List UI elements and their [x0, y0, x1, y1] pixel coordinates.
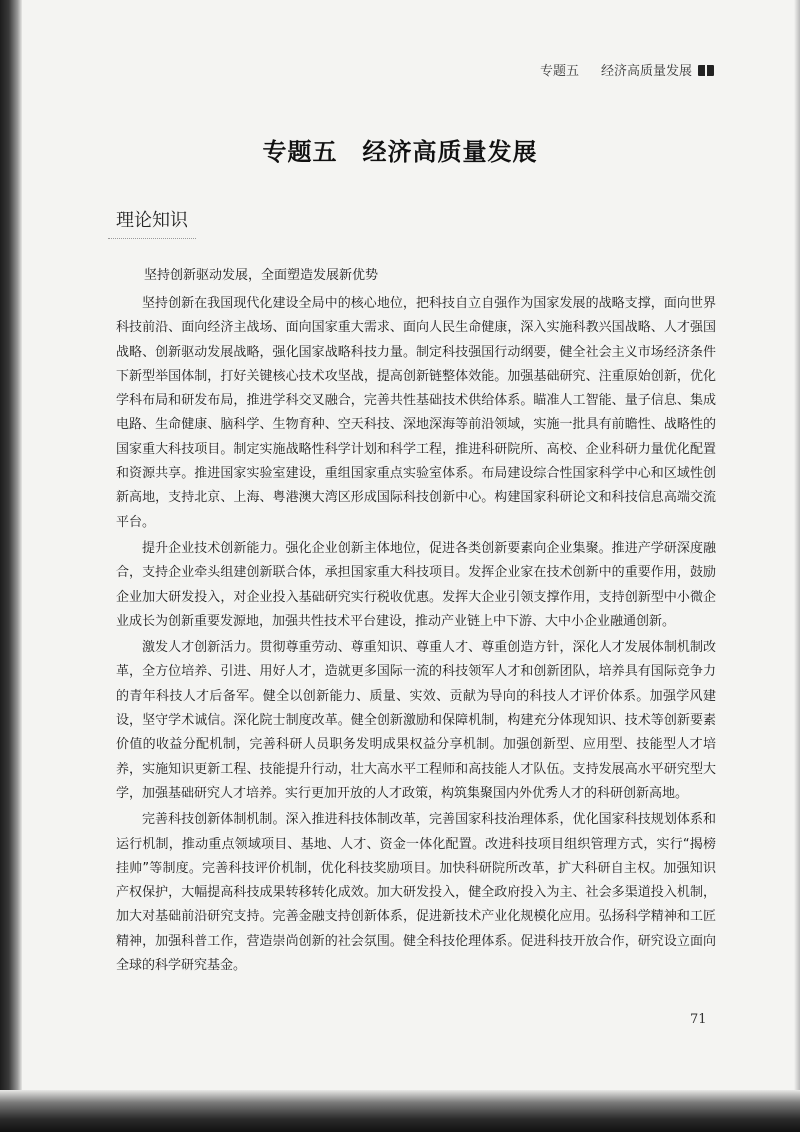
book-icon — [698, 63, 714, 77]
paragraph-3: 激发人才创新活力。贯彻尊重劳动、尊重知识、尊重人才、尊重创造方针，深化人才发展体制机制改革，全方位培养、引进、用好人才，造就更多国际一流的科技领军人才和创新团队，培养具有国际竞争力的青年科技人才后备军。健全以创新能力、质量、实效、贡献为导向的科技人才评价体系。加强学风建设，坚守学术诚信。深化院士制度改革。健全创新激励和保障机制，构建充分体现知识、技术等创新要素价值的收益分配机制，完善科研人员职务发明成果权益分享机制。加强创新型、应用型、技能型人才培养，实施知识更新工程、技能提升行动，壮大高水平工程师和高技能人才队伍。支持发展高水平研究型大学，加强基础研究人才培养。实行更加开放的人才政策，构筑集聚国内外优秀人才的科研创新高地。 — [116, 640, 716, 801]
running-header-topic: 专题五 — [539, 64, 579, 79]
paragraph-4: 完善科技创新体制机制。深入推进科技体制改革，完善国家科技治理体系，优化国家科技规划体系和运行机制，推动重点领域项目、基地、人才、资金一体化配置。改进科技项目组织管理方式，实行“揭榜挂帅”等制度。完善科技评价机制，优化科技奖励项目。加快科研院所改革，扩大科研自主权。加强知识产权保护，大幅提高科技成果转移转化成效。加大研发投入，健全政府投入为主、社会多渠道投入机制，加大对基础前沿研究支持。完善金融支持创新体系，促进新技术产业化规模化应用。弘扬科学精神和工匠精神，加强科普工作，营造崇尚创新的社会氛围。健全科技伦理体系。促进科技开放合作，研究设立面向全球的科学研究基金。 — [116, 812, 716, 974]
subheading: 坚持创新驱动发展，全面塑造发展新优势 — [144, 268, 379, 283]
paragraph-2: 提升企业技术创新能力。强化企业创新主体地位，促进各类创新要素向企业集聚。推进产学研深度融合，支持企业牵头组建创新联合体，承担国家重大科技项目。发挥企业家在技术创新中的重要作用，鼓励企业加大研发投入，对企业投入基础研究实行税收优惠。发挥大企业引领支撑作用，支持创新型中小微企业成长为创新重要发源地，加强共性技术平台建设，推动产业链上中下游、大中小企业融通创新。 — [116, 540, 716, 629]
paragraph-1: 坚持创新在我国现代化建设全局中的核心地位，把科技自立自强作为国家发展的战略支撑，面向世界科技前沿、面向经济主战场、面向国家重大需求、面向人民生命健康，深入实施科教兴国战略、人才强国战略、创新驱动发展战略，强化国家战略科技力量。制定科技强国行动纲要，健全社会主义市场经济条件下新型举国体制，打好关键核心技术攻坚战，提高创新链整体效能。加强基础研究、注重原始创新，优化学科布局和研发布局，推进学科交叉融合，完善共性基础技术供给体系。瞄准人工智能、量子信息、集成电路、生命健康、脑科学、生物育种、空天科技、深地深海等前沿领域，实施一批具有前瞻性、战略性的国家重大科技项目。制定实施战略性科学计划和科学工程，推进科研院所、高校、企业科研力量优化配置和资源共享。推进国家实验室建设，重组国家重点实验室体系。布局建设综合性国家科学中心和区域性创新高地，支持北京、上海、粤港澳大湾区形成国际科技创新中心。构建国家科研论文和科技信息高端交流平台。 — [116, 296, 716, 530]
running-header-title: 经济高质量发展 — [600, 64, 692, 79]
scan-right-shadow — [794, 0, 800, 1132]
page-number: 71 — [690, 1012, 707, 1027]
section-heading: 理论知识 — [108, 204, 196, 239]
chapter-title: 专题五 经济高质量发展 — [262, 137, 538, 166]
body-text — [116, 292, 716, 980]
scan-left-edge — [0, 0, 22, 1132]
scan-bottom-edge — [0, 1090, 800, 1132]
running-header — [540, 60, 714, 79]
